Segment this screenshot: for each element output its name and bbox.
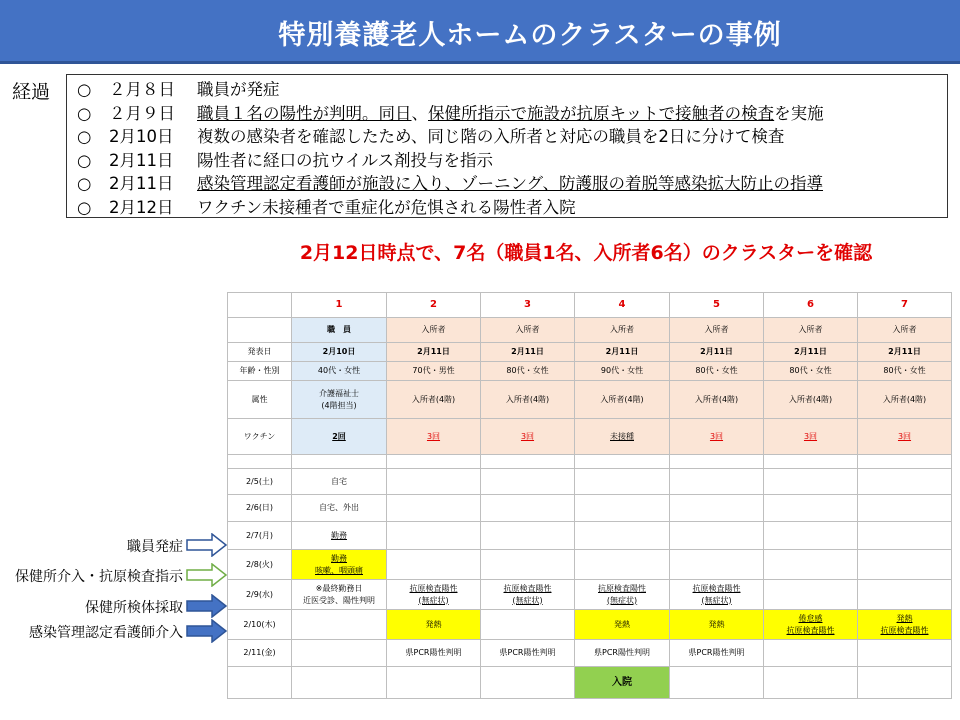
table-cell [575,495,670,522]
timeline-item [77,78,947,102]
table-cell: 2回 [292,419,387,455]
bullet-icon: ○ [77,103,92,123]
table-cell [670,455,764,469]
timeline-item [77,149,947,173]
table-cell [858,580,952,610]
table-cell: 2月11日 [858,343,952,362]
row-label: 2/11(金) [228,640,292,667]
table-cell [481,667,575,699]
table-cell [764,667,858,699]
table-cell: 80代・女性 [670,362,764,381]
table-cell [764,495,858,522]
timeline-date: 2月12日 [109,197,174,217]
table-cell [481,610,575,640]
side-label: 感染管理認定看護師介入 [29,625,183,641]
table-row [228,455,952,469]
table-cell [575,550,670,580]
table-cell: 入所者 [481,318,575,343]
table-cell: ※最終勤務日 近医受診、陽性判明 [292,580,387,610]
table-row [228,610,952,640]
table-cell: 県PCR陽性判明 [481,640,575,667]
row-label: 2/7(月) [228,522,292,550]
table-cell: 入所者(4階) [387,381,481,419]
timeline-text: ワクチン未接種者で重症化が危惧される陽性者入院 [197,197,576,217]
bullet-icon: ○ [77,80,92,99]
table-cell: 3回 [858,419,952,455]
right-arrow-icon [186,594,228,618]
table-row [228,362,952,381]
table-corner-cell [228,293,292,318]
table-cell: 入院 [575,667,670,699]
table-cell [481,455,575,469]
timeline-text: 職員１名の陽性が判明。同日 [197,103,412,123]
right-arrow-icon [186,619,228,643]
cluster-headline: 2月12日時点で、7名（職員1名、入所者6名）のクラスターを確認 [299,242,873,264]
table-row [228,667,952,699]
table-cell [387,667,481,699]
table-cell [858,469,952,495]
table-cell [481,495,575,522]
table-row [228,469,952,495]
row-label: 2/10(木) [228,610,292,640]
timeline-item [77,172,947,196]
table-cell: 2月11日 [387,343,481,362]
table-cell [481,522,575,550]
table-cell: 3回 [387,419,481,455]
table-cell [387,469,481,495]
table-cell [858,550,952,580]
table-cell: 90代・女性 [575,362,670,381]
table-cell [670,522,764,550]
table-cell: 80代・女性 [858,362,952,381]
table-cell [764,580,858,610]
table-cell: 入所者 [670,318,764,343]
table-cell [481,469,575,495]
table-cell [292,455,387,469]
table-cell [387,455,481,469]
table-cell: 2月11日 [481,343,575,362]
case-number: 1 [292,293,387,318]
table-row [228,522,952,550]
case-table [227,292,952,699]
row-label: 2/9(水) [228,580,292,610]
right-arrow-icon [186,563,228,587]
table-cell: 発熱 [670,610,764,640]
table-cell: 発熱 [387,610,481,640]
table-row [228,381,952,419]
table-cell [858,495,952,522]
timeline-text: 陽性者に経口の抗ウイルス剤投与を指示 [197,150,494,170]
table-row [228,419,952,455]
timeline-date: 2月11日 [109,174,174,193]
row-label [228,318,292,343]
table-cell [575,455,670,469]
keika-label: 経過 [12,81,51,103]
side-label: 職員発症 [127,539,183,555]
table-cell [764,550,858,580]
row-label: 年齢・性別 [228,362,292,381]
table-cell [387,495,481,522]
table-cell: 2月11日 [575,343,670,362]
right-arrow-icon [186,533,228,557]
page-title: 特別養護老人ホームのクラスターの事例 [278,20,782,51]
table-cell: 抗原検査陽性 (無症状) [575,580,670,610]
table-cell [858,640,952,667]
table-cell: 県PCR陽性判明 [387,640,481,667]
arrow-shape [187,534,226,556]
table-cell: 入所者(4階) [575,381,670,419]
table-cell: 3回 [481,419,575,455]
table-cell [670,550,764,580]
bullet-icon: ○ [77,174,92,193]
table-cell [670,495,764,522]
row-label: 2/8(火) [228,550,292,580]
timeline-text: 職員が発症 [197,80,280,99]
table-cell: 入所者(4階) [764,381,858,419]
case-number: 7 [858,293,952,318]
timeline-item [77,102,947,126]
table-cell: 勤務 咳嗽、咽頭痛 [292,550,387,580]
row-label: 2/6(日) [228,495,292,522]
table-cell [670,469,764,495]
table-cell: 県PCR陽性判明 [575,640,670,667]
case-number: 4 [575,293,670,318]
row-label: 属性 [228,381,292,419]
table-cell: 県PCR陽性判明 [670,640,764,667]
side-label: 保健所検体採取 [85,600,183,616]
title-bar [0,0,960,64]
table-cell [764,469,858,495]
table-cell: 抗原検査陽性 (無症状) [387,580,481,610]
table-cell: 勤務 [292,522,387,550]
table-cell: 入所者 [575,318,670,343]
table-cell: 自宅、外出 [292,495,387,522]
table-cell: 70代・男性 [387,362,481,381]
table-cell: 入所者(4階) [481,381,575,419]
table-cell [575,469,670,495]
table-cell: 職 員 [292,318,387,343]
table-cell [764,455,858,469]
case-number: 6 [764,293,858,318]
row-label: 2/5(土) [228,469,292,495]
table-row [228,343,952,362]
table-cell: 3回 [764,419,858,455]
table-row [228,580,952,610]
row-label [228,667,292,699]
arrow-shape [187,564,226,586]
table-cell: 80代・女性 [764,362,858,381]
table-cell [292,610,387,640]
table-cell [387,550,481,580]
table-cell: 自宅 [292,469,387,495]
timeline-text: 複数の感染者を確認したため、同じ階の入所者と対応の職員を2日に分けて検査 [197,127,785,146]
timeline-text: 保健所指示で施設が抗原キットで接触者の検査 [428,103,775,123]
table-cell: 倦怠感 抗原検査陽性 [764,610,858,640]
table-cell [858,522,952,550]
bullet-icon: ○ [77,150,92,170]
table-cell [858,667,952,699]
row-label: ワクチン [228,419,292,455]
timeline-box [66,74,948,218]
timeline-text: を実施 [774,103,824,123]
table-cell: 入所者 [764,318,858,343]
case-number: 3 [481,293,575,318]
table-cell [858,455,952,469]
timeline-date: 2月10日 [109,127,174,146]
arrow-shape [187,595,226,617]
table-cell: 3回 [670,419,764,455]
arrow-shape [187,620,226,642]
timeline-text: 感染管理認定看護師が施設に入り、ゾーニング、防護服の着脱等感染拡大防止の指導 [197,174,824,193]
table-cell: 介護福祉士 (4階担当) [292,381,387,419]
table-cell [764,522,858,550]
table-cell [292,667,387,699]
table-cell: 2月10日 [292,343,387,362]
table-cell [764,640,858,667]
table-row [228,550,952,580]
timeline-item [77,196,947,220]
bullet-icon: ○ [77,127,92,146]
table-cell [481,550,575,580]
table-cell: 抗原検査陽性 (無症状) [670,580,764,610]
table-cell [292,640,387,667]
table-cell: 発熱 抗原検査陽性 [858,610,952,640]
table-row [228,640,952,667]
table-cell: 入所者 [387,318,481,343]
timeline-item [77,125,947,149]
table-cell: 未接種 [575,419,670,455]
case-number: 2 [387,293,481,318]
table-cell [670,667,764,699]
table-cell: 2月11日 [670,343,764,362]
table-cell [575,522,670,550]
table-cell: 2月11日 [764,343,858,362]
timeline-text: 、 [411,103,428,123]
row-label: 発表日 [228,343,292,362]
table-cell: 入所者 [858,318,952,343]
case-number: 5 [670,293,764,318]
table-cell: 40代・女性 [292,362,387,381]
table-cell: 入所者(4階) [858,381,952,419]
table-row [228,495,952,522]
table-cell: 入所者(4階) [670,381,764,419]
table-cell [387,522,481,550]
table-cell: 抗原検査陽性 (無症状) [481,580,575,610]
side-label: 保健所介入・抗原検査指示 [15,569,183,585]
row-label [228,455,292,469]
timeline-date: 2月11日 [109,150,174,170]
timeline-date: ２月９日 [109,103,175,123]
bullet-icon: ○ [77,197,92,217]
table-cell: 発熱 [575,610,670,640]
timeline-date: ２月８日 [109,80,175,99]
table-cell: 80代・女性 [481,362,575,381]
table-row [228,318,952,343]
